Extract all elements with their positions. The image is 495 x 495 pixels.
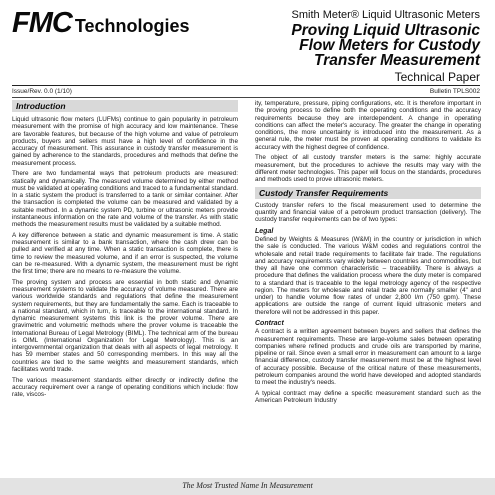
document-title-line: Proving Liquid Ultrasonic (291, 22, 480, 39)
paragraph: Liquid ultrasonic flow meters (LUFMs) continue to gain popularity in petroleum measurement with the promise of high accuracy and low maintenance. These are favorable features, but because of the high volume and value of petroleum products, buyers and sellers must have a high level of confidence in the accuracy of measurement. This assurance in custody transfer measurement is gained by adherence to the standards, procedures and methods that define the measurement process. (12, 116, 238, 167)
paragraph: A contract is a written agreement between buyers and sellers that defines the measurement requirements. These are large-volume sales between operating companies where refined products and crude oils are transported by marine, pipeline or rail. Since even a small error in measurement can amount to a large financial difference, custody transfer measurement must be at the highest level of accuracy possible. Because of the critical nature of these measurements, petroleum companies around the world have developed and adopted standards to meet the industry's needs. (255, 328, 481, 386)
left-column (12, 100, 238, 472)
logo-fmc-wordmark: FMC (12, 7, 72, 39)
paragraph: Defined by Weights & Measures (W&M) in the country or jurisdiction in which the sale is conducted. The various W&M codes and regulations control the wholesale and retail trade requirements to facilitate fair trade. The regulations and accuracy requirements vary widely between countries and commodities, but they all have one common characteristic – traceability. There is always a procedure that defines the validation process where the duty meter is compared to a standard that is traceable to the legal metrology agency of the respective region. The meters for wholesale and retail trade are normally smaller (4" and under) to handle volume flow rates of under 2,800 l/m (750 gpm). These applications are outside the range of current liquid ultrasonic meters and therefore will not be addressed in this paper. (255, 236, 481, 316)
document-title-line: Flow Meters for Custody (299, 37, 480, 54)
document-title-line: Transfer Measurement (314, 52, 480, 69)
document-type: Technical Paper (394, 70, 480, 84)
logo-technologies-wordmark: Technologies (74, 16, 190, 36)
right-column (255, 100, 481, 472)
bulletin-number: Bulletin TPLS002 (429, 88, 480, 95)
header-divider (12, 85, 480, 86)
section-heading-custody-transfer: Custody Transfer Requirements (255, 187, 481, 199)
paragraph: The object of all custody transfer meters is the same: highly accurate measurement, but the procedures to achieve the results may vary with the different meter technologies. This paper will focus on the standards, procedures and methods used to prove ultrasonic meters. (255, 154, 481, 183)
product-line: Smith Meter® Liquid Ultrasonic Meters (291, 9, 480, 21)
subheading-legal: Legal (255, 228, 274, 235)
document-title (230, 23, 480, 68)
paragraph: The various measurement standards either directly or indirectly define the accuracy requirement over a range of operating conditions which include: flow rate, viscos- (12, 376, 238, 398)
subheading-contract: Contract (255, 320, 284, 328)
paragraph: ity, temperature, pressure, piping configurations, etc. It is therefore important in the proving process to define both the operating conditions and the accuracy requirements because they are interdependent. A change in operating conditions can affect the meter's accuracy. The greater the change in operating conditions, the more uncertainty is introduced into the measurement. As a general rule, the meter must be proven at operating conditions to validate its accuracy with the highest degree of confidence. (255, 100, 481, 151)
meta-divider (12, 97, 480, 98)
issue-revision: Issue/Rev. 0.0 (1/10) (12, 88, 72, 95)
paragraph: Custody transfer refers to the fiscal measurement used to determine the quantity and financial value of a petroleum product transaction (delivery). The custody transfer requirements can be of two types: (255, 201, 481, 224)
paragraph: A key difference between a static and dynamic measurement is time. A static measurement is similar to a bank transaction, where the cash drew can be pulled and verified at any time. When a static transaction is complete, there is time to review the measured volume, and if an error is suspected, the volume can be re-measured. With a dynamic system, the measurement must be right the first time; there are no means to re-measure the volume. (12, 231, 238, 275)
footer-tagline: The Most Trusted Name In Measurement (182, 481, 313, 490)
paragraph: There are two fundamental ways that petroleum products are measured: statically and dynamically. The measured volume determined by either method must be validated at operating conditions and traced to a fundamental standard. In a static system the product is transferred to a tank or similar container. After the transaction is completed the volume can be measured and validated by a suitable method. In a dynamic system PD, turbine or ultrasonic meters provide instantaneous information on the rate and volume of the transfer. As with static methods the measurement results must be validated by a suitable method. (12, 170, 238, 228)
paragraph: A typical contract may define a specific measurement standard such as the American Petroleum Industry (255, 389, 481, 404)
document-meta (12, 88, 480, 95)
paragraph: The proving system and process are essential in both static and dynamic measurement systems to validate the accuracy of volume measured. There are various worldwide standards and regulations that define the measurement system requirements, but they are fundamentally the same. Each is traceable to a national standard, which in turn, is traceable to the international standard. In dynamic measurement systems this link is the prover volume. There are gravimetric and volumetric methods where the prover volume is traceable the International Bureau of Legal Metrology (BIML). The technical arm of the bureau is OIML (International Organization for Legal Metrology). This is an intergovernmental organization that deals with all aspects of legal metrology. It has 59 member states and 50 corresponding members. In this way all the countries are tied to the same weights and measurement standards, which facilitates world trade. (12, 278, 238, 373)
section-heading-introduction: Introduction (12, 100, 238, 112)
company-logo (12, 9, 190, 38)
